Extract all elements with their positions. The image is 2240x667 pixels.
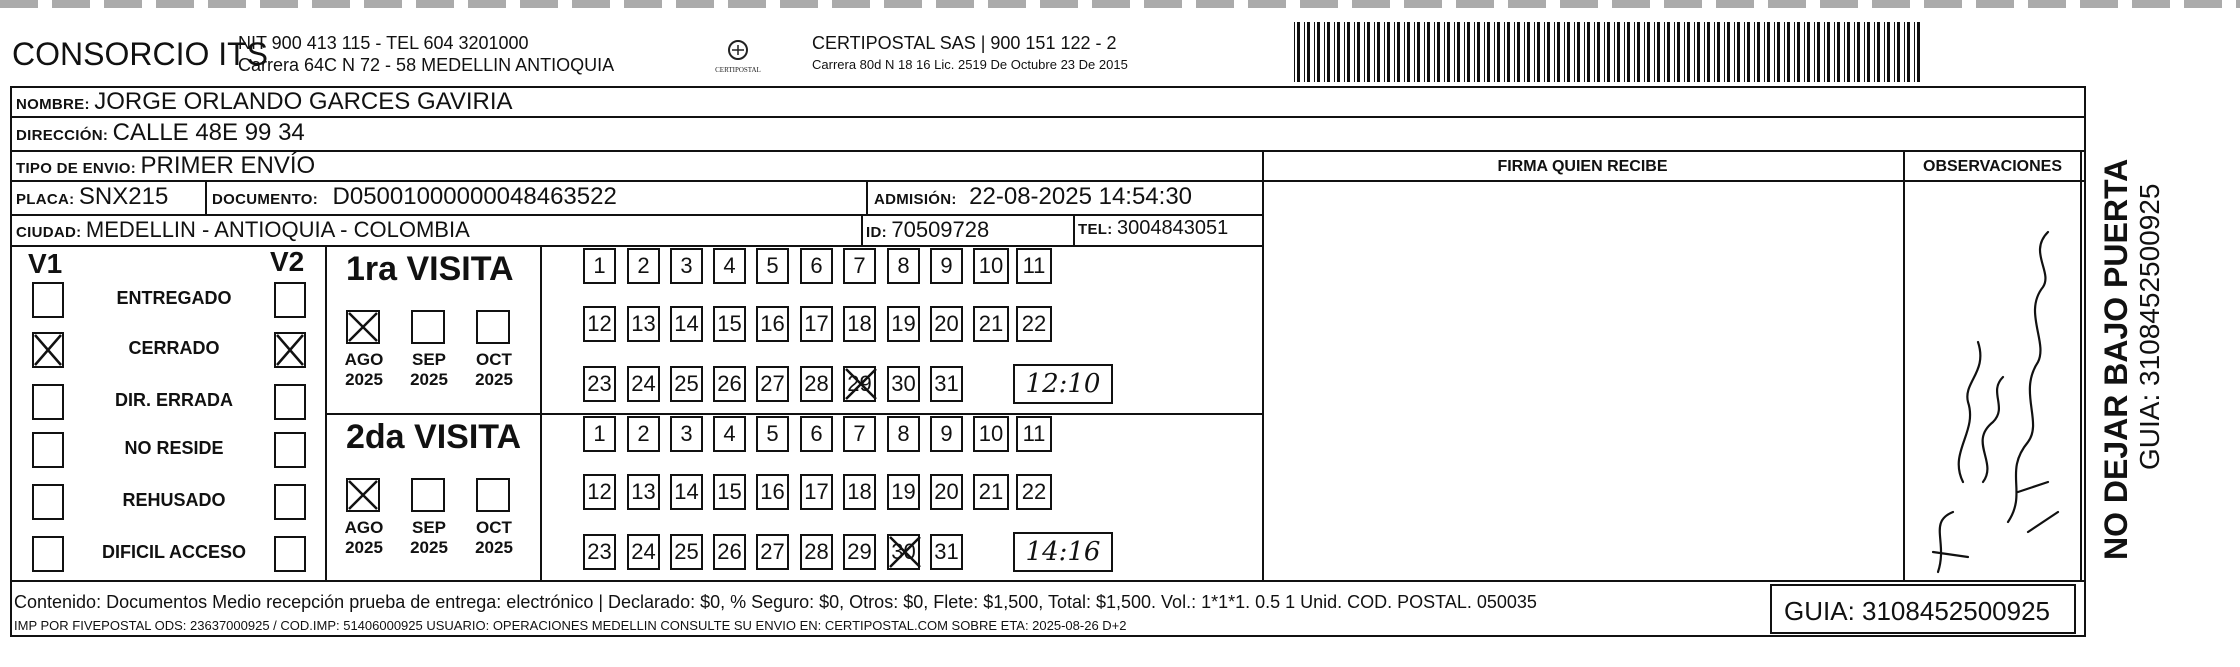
nombre-field: [16, 88, 513, 116]
direccion-value: CALLE 48E 99 34: [112, 119, 305, 146]
visit2-month-name: AGO: [344, 518, 384, 537]
visit1-day-box: 29: [843, 366, 876, 402]
visit2-month-year: 2025: [345, 538, 383, 557]
v1-checkbox: [32, 432, 64, 468]
visit2-month-label: [472, 518, 516, 558]
visit1-day-box: 25: [670, 366, 703, 402]
visit2-day-box: 21: [973, 474, 1009, 510]
v1-checkbox: [32, 484, 64, 520]
status-label: REHUSADO: [122, 490, 226, 510]
documento-field: [212, 183, 617, 211]
visit1-day-box: 23: [583, 366, 616, 402]
tipo-envio-field: [16, 152, 315, 180]
visit1-day-box: 11: [1016, 248, 1052, 284]
observaciones-handwriting: [1908, 192, 2078, 577]
visit1-day-box: 14: [670, 306, 703, 342]
documento-value: D05001000000048463522: [332, 183, 617, 210]
visit2-day-box: 15: [713, 474, 746, 510]
visit2-day-box: 2: [627, 416, 660, 452]
v1-checkbox: [32, 536, 64, 572]
visit1-day-box: 17: [800, 306, 833, 342]
visit2-month-label: [407, 518, 451, 558]
v2-checkbox: [274, 484, 306, 520]
v2-checkbox: [274, 282, 306, 318]
company-nit: NIT 900 413 115 - TEL 604 3201000: [238, 33, 529, 53]
v1-label: V1: [28, 248, 63, 279]
tipo-envio-label: TIPO DE ENVIO:: [16, 160, 137, 177]
visit2-month-label: [342, 518, 386, 558]
visit1-month-label: [407, 350, 451, 390]
visit2-day-box: 18: [843, 474, 876, 510]
visit2-day-box: 19: [887, 474, 920, 510]
visit2-day-box: 31: [930, 534, 963, 570]
visit2-month-box: [346, 478, 380, 512]
visit2-day-box: 10: [973, 416, 1009, 452]
visit1-day-box: 22: [1016, 306, 1052, 342]
visit2-day-box: 7: [843, 416, 876, 452]
courier-address: Carrera 80d N 18 16 Lic. 2519 De Octubre 23 De 2015: [812, 57, 1128, 72]
visit2-day-box: 14: [670, 474, 703, 510]
visit1-month-box: [346, 310, 380, 344]
visit2-day-box: 16: [756, 474, 789, 510]
visit1-day-box: 9: [930, 248, 963, 284]
certipostal-logo: [708, 36, 768, 76]
visit2-month-year: 2025: [410, 538, 448, 557]
v2-checkbox: [274, 384, 306, 420]
status-label: DIR. ERRADA: [114, 390, 233, 410]
visit1-month-name: AGO: [344, 350, 384, 369]
visit1-month-year: 2025: [475, 370, 513, 389]
status-label: ENTREGADO: [116, 288, 232, 308]
visit1-time: 12:10: [1013, 364, 1113, 404]
tel-value: 3004843051: [1116, 217, 1229, 239]
visit2-month-box: [476, 478, 510, 512]
v2-label: V2: [270, 246, 305, 277]
nombre-label: NOMBRE:: [16, 96, 90, 113]
visit1-month-box: [476, 310, 510, 344]
visit1-month-name: SEP: [411, 350, 447, 369]
visit1-day-box: 27: [756, 366, 789, 402]
visit2-day-box: 29: [843, 534, 876, 570]
visit2-month-name: SEP: [411, 518, 447, 537]
visit2-day-box: 30: [887, 534, 920, 570]
ciudad-value: MEDELLIN - ANTIOQUIA - COLOMBIA: [85, 217, 470, 242]
visit1-day-box: 1: [583, 248, 616, 284]
placa-value: SNX215: [78, 183, 169, 210]
observaciones-header: OBSERVACIONES: [1923, 158, 2062, 175]
visit2-day-box: 22: [1016, 474, 1052, 510]
barcode: [1294, 22, 1927, 82]
top-edge-marks: [0, 0, 2240, 8]
direccion-label: DIRECCIÓN:: [16, 127, 109, 144]
visit2-day-box: 6: [800, 416, 833, 452]
visit2-day-box: 12: [583, 474, 616, 510]
id-label: ID:: [866, 224, 887, 241]
admision-field: [874, 183, 1192, 211]
courier-info: [812, 32, 1128, 76]
guia-number: GUIA: 3108452500925: [1784, 596, 2050, 626]
visit2-title: 2da VISITA: [346, 418, 522, 456]
visit2-day-box: 28: [800, 534, 833, 570]
visit1-day-box: 13: [627, 306, 660, 342]
visit2-day-box: 26: [713, 534, 746, 570]
id-field: [866, 217, 989, 243]
nombre-value: JORGE ORLANDO GARCES GAVIRIA: [94, 88, 513, 115]
visit2-time: 14:16: [1013, 532, 1113, 572]
visit1-month-name: OCT: [476, 350, 512, 369]
status-label: DIFICIL ACCESO: [101, 542, 246, 562]
visit2-day-box: 27: [756, 534, 789, 570]
visit2-day-box: 11: [1016, 416, 1052, 452]
tel-label: TEL:: [1078, 221, 1113, 238]
visit1-day-box: 20: [930, 306, 963, 342]
visit2-day-box: 17: [800, 474, 833, 510]
placa-label: PLACA:: [16, 191, 75, 208]
visit2-day-box: 13: [627, 474, 660, 510]
visit2-day-box: 4: [713, 416, 746, 452]
visit2-month-box: [411, 478, 445, 512]
visit1-day-box: 5: [756, 248, 789, 284]
visit1-day-box: 21: [973, 306, 1009, 342]
admision-label: ADMISIÓN:: [874, 191, 957, 208]
visit1-day-box: 3: [670, 248, 703, 284]
visit1-title: 1ra VISITA: [346, 250, 514, 288]
status-label: NO RESIDE: [124, 438, 224, 458]
v2-checkbox: [274, 432, 306, 468]
visit1-month-box: [411, 310, 445, 344]
admision-value: 22-08-2025 14:54:30: [969, 183, 1193, 210]
visit1-day-box: 30: [887, 366, 920, 402]
company-name: CONSORCIO ITS: [12, 36, 269, 72]
visit1-day-box: 24: [627, 366, 660, 402]
visit1-day-box: 7: [843, 248, 876, 284]
visit1-day-box: 31: [930, 366, 963, 402]
visit2-day-box: 3: [670, 416, 703, 452]
id-value: 70509728: [891, 217, 990, 242]
placa-field: [16, 183, 168, 211]
visit1-day-box: 18: [843, 306, 876, 342]
direccion-field: [16, 119, 305, 147]
visit2-month-name: OCT: [476, 518, 512, 537]
v2-checkbox: [274, 536, 306, 572]
visit1-day-box: 2: [627, 248, 660, 284]
footer-print-info: IMP POR FIVEPOSTAL ODS: 23637000925 / COD.IMP: 51406000925 USUARIO: OPERACIONES MEDELLIN CONSULTE SU ENVIO EN: CERTIPOSTAL.COM SOBRE ETA: 2025-08-26 D+2: [14, 618, 1127, 633]
documento-label: DOCUMENTO:: [212, 191, 319, 208]
visit1-day-box: 28: [800, 366, 833, 402]
visit1-month-year: 2025: [345, 370, 383, 389]
visit2-day-box: 24: [627, 534, 660, 570]
visit1-day-box: 4: [713, 248, 746, 284]
visit1-day-box: 10: [973, 248, 1009, 284]
svg-text:CERTIPOSTAL: CERTIPOSTAL: [715, 66, 761, 74]
v1-checkbox: [32, 384, 64, 420]
courier-name: CERTIPOSTAL SAS | 900 151 122 - 2: [812, 33, 1117, 53]
tel-field: [1078, 217, 1228, 240]
side-guia: GUIA: 3108452500925: [2134, 183, 2165, 470]
visit1-month-label: [472, 350, 516, 390]
visit1-day-box: 12: [583, 306, 616, 342]
visit1-day-box: 15: [713, 306, 746, 342]
v2-checkbox: [274, 332, 306, 368]
visit2-day-box: 8: [887, 416, 920, 452]
company-address: Carrera 64C N 72 - 58 MEDELLIN ANTIOQUIA: [238, 55, 615, 75]
visit1-day-box: 26: [713, 366, 746, 402]
visit2-day-box: 23: [583, 534, 616, 570]
visit2-day-box: 5: [756, 416, 789, 452]
ciudad-field: [16, 217, 470, 243]
footer-contents: Contenido: Documentos Medio recepción prueba de entrega: electrónico | Declarado: $0, % Seguro: $0, Otros: $0, Flete: $1,500, Total: $1,500. Vol.: 1*1*1. 0.5 1 Unid. COD. POSTAL. 050035: [14, 592, 1537, 612]
tipo-envio-value: PRIMER ENVÍO: [140, 152, 316, 179]
status-label: CERRADO: [128, 338, 220, 358]
v1-checkbox: [32, 282, 64, 318]
visit2-day-box: 20: [930, 474, 963, 510]
visit1-month-year: 2025: [410, 370, 448, 389]
side-warning: NO DEJAR BAJO PUERTA: [2098, 158, 2134, 560]
visit1-day-box: 16: [756, 306, 789, 342]
visit2-day-box: 1: [583, 416, 616, 452]
company-info: [238, 32, 614, 76]
visit1-day-box: 19: [887, 306, 920, 342]
visit2-day-box: 9: [930, 416, 963, 452]
visit2-day-box: 25: [670, 534, 703, 570]
ciudad-label: CIUDAD:: [16, 224, 82, 241]
firma-header: FIRMA QUIEN RECIBE: [1497, 158, 1668, 175]
visit1-day-box: 6: [800, 248, 833, 284]
visit1-month-label: [342, 350, 386, 390]
v1-checkbox: [32, 332, 64, 368]
visit2-month-year: 2025: [475, 538, 513, 557]
visit1-day-box: 8: [887, 248, 920, 284]
